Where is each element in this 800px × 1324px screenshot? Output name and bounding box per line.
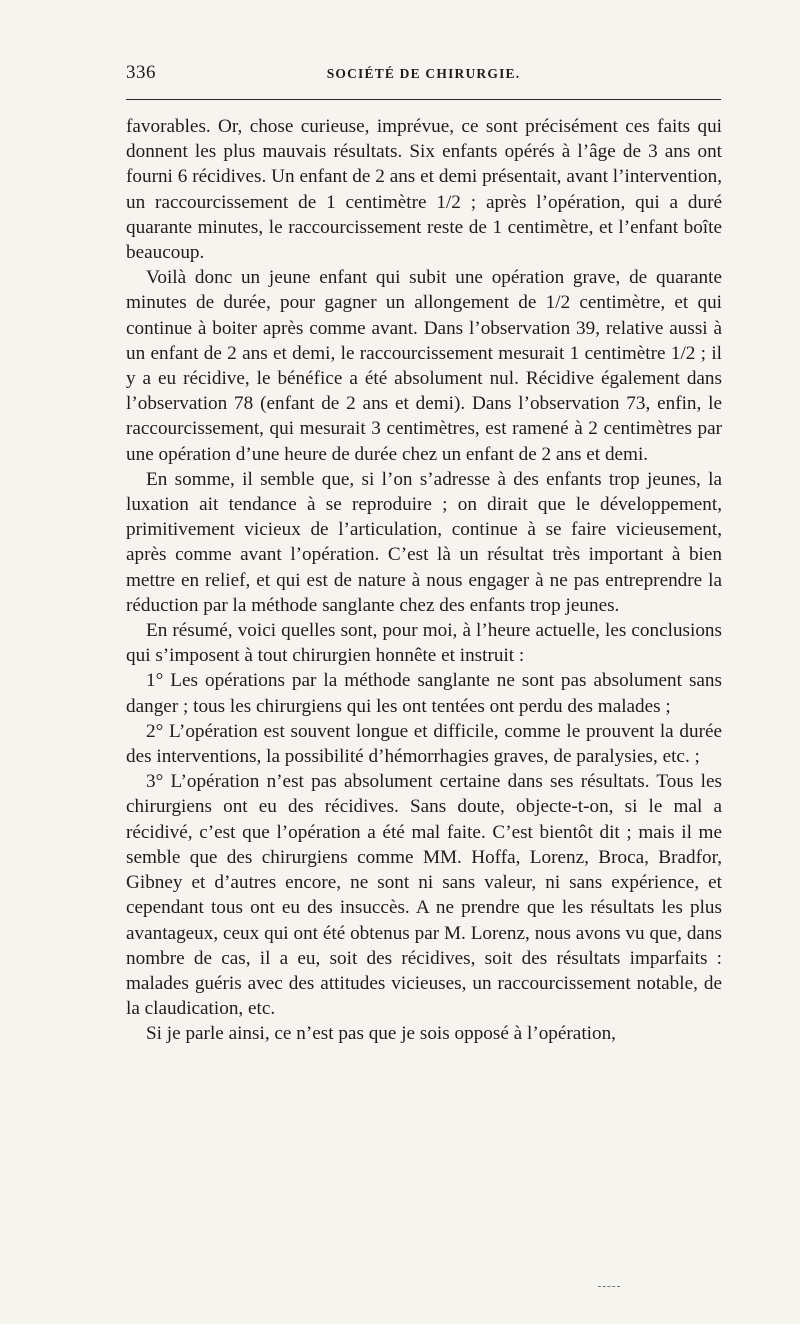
header-rule — [126, 99, 721, 100]
running-head — [126, 62, 721, 88]
paragraph-continued: favorables. Or, chose curieuse, imprévue, ce sont précisément ces faits qui donnent les plus mauvais résultats. Six enfants opérés à l’âge de 3 ans ont fourni 6 récidives. Un enfant de 2 ans et demi présentait, avant l’intervention, un raccourcissement de 1 centimètre 1/2 ; après l’opération, qui a duré quarante minutes, le raccourcissement reste de 1 centimètre, et l’enfant boîte beaucoup. — [126, 116, 722, 264]
page-number: 336 — [126, 62, 156, 83]
conclusion-item-3: 3° L’opération n’est pas absolument certaine dans ses résultats. Tous les chirurgiens ont eu des récidives. Sans doute, objecte-t-on, si le mal a récidivé, c’est que l’opération a été mal faite. C’est bientôt dit ; mais il me semble que des chirurgiens comme MM. Hoffa, Lorenz, Broca, Bradfor, Gibney et d’autres encore, ne sont ni sans valeur, ni sans expérience, et cependant tous ont eu des insuccès. A ne prendre que les résultats les plus avantageux, ceux qui ont été obtenus par M. Lorenz, nous avons vu que, dans nombre de cas, il a eu, soit des récidives, soit des résultats imparfaits : malades guéris avec des attitudes vicieuses, un raccourcissement notable, de la claudication, etc. — [126, 771, 722, 1020]
body-text — [126, 114, 722, 1047]
paragraph-last: Si je parle ainsi, ce n’est pas que je sois opposé à l’opération, — [146, 1023, 616, 1045]
paragraph: En somme, il semble que, si l’on s’adresse à des enfants trop jeunes, la luxation ait tendance à se reproduire ; on dirait que le développement, primitivement vicieux de l’articulation, continue à se faire vicieusement, après comme avant l’opération. C’est là un résultat très important à bien mettre en relief, et qui est de nature à nous engager à ne pas entreprendre la réduction par la méthode sanglante chez des enfants trop jeunes. — [126, 468, 722, 616]
conclusion-item-2: 2° L’opération est souvent longue et difficile, comme le prouvent la durée des interventions, la possibilité d’hémorrhagies graves, de paralysies, etc. ; — [126, 720, 722, 768]
running-title: SOCIÉTÉ DE CHIRURGIE. — [326, 66, 521, 81]
paragraph: En résumé, voici quelles sont, pour moi, à l’heure actuelle, les conclusions qui s’imposent à tout chirurgien honnête et instruit : — [126, 620, 722, 667]
paragraph: Voilà donc un jeune enfant qui subit une opération grave, de quarante minutes de durée, pour gagner un allongement de 1/2 centimètre, et qui continue à boiter après comme avant. Dans l’observation 39, relative aussi à un enfant de 2 ans et demi, le raccourcissement mesurait 1 centimètre 1/2 ; il y a eu récidive, le bénéfice a été absolument nul. Récidive également dans l’observation 78 (enfant de 2 ans et demi). Dans l’observation 73, enfin, le raccourcissement, qui mesurait 3 centimètres, est ramené à 2 centimètres par une opération d’une heure de durée chez un enfant de 2 ans et demi. — [126, 267, 722, 465]
conclusion-item-1: 1° Les opérations par la méthode sanglante ne sont pas absolument sans danger ; tous les chirurgiens qui les ont tentées ont perdu des malades ; — [126, 670, 722, 717]
print-mark — [598, 1286, 620, 1288]
